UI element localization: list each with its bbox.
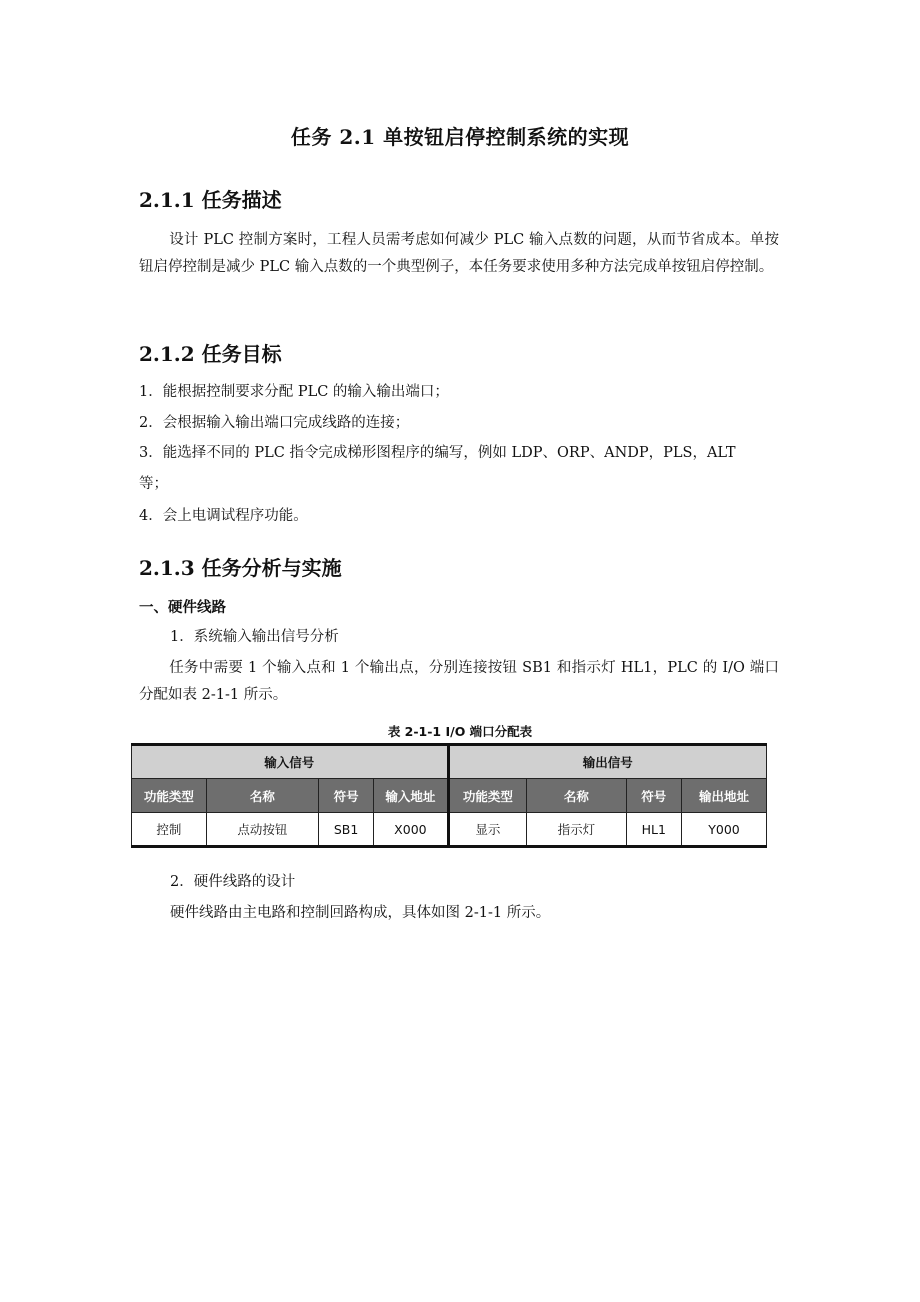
col-header-input-symbol: 符号: [318, 779, 373, 813]
step-io-signal-analysis: 1．系统输入输出信号分析: [170, 629, 339, 645]
cell-input-name: 点动按钮: [206, 813, 318, 847]
section-heading-task-analysis: 2.1.3 任务分析与实施: [139, 556, 342, 580]
step-hardware-design: 2．硬件线路的设计: [170, 874, 296, 890]
task-description-text: 设计 PLC 控制方案时，工程人员需考虑如何减少 PLC 输入点数的问题，从而节省成本。单按钮启停控制是减少 PLC 输入点数的一个典型例子，本任务要求使用多种方法完成单按钮启停控制。: [139, 232, 779, 275]
task-description-paragraph: [139, 227, 779, 281]
page-title: 任务 2.1 单按钮启停控制系统的实现: [290, 125, 630, 149]
goal-item-1: 1．能根据控制要求分配 PLC 的输入输出端口；: [139, 384, 449, 400]
goal-item-2: 2．会根据输入输出端口完成线路的连接；: [139, 415, 410, 431]
col-header-output-symbol: 符号: [626, 779, 681, 813]
col-header-input-type: 功能类型: [132, 779, 207, 813]
cell-input-symbol: SB1: [318, 813, 373, 847]
col-header-input-address: 输入地址: [374, 779, 448, 813]
goal-item-3: 3．能选择不同的 PLC 指令完成梯形图程序的编写，例如 LDP、ORP、ANDP，PLS，ALT: [139, 445, 736, 461]
table-caption: 表 2-1-1 I/O 端口分配表: [387, 724, 533, 739]
table-row: [132, 813, 767, 847]
cell-output-type: 显示: [448, 813, 527, 847]
col-header-output-address: 输出地址: [681, 779, 766, 813]
io-allocation-table: [131, 743, 767, 848]
cell-input-address: X000: [374, 813, 448, 847]
table-group-header-row: [132, 745, 767, 779]
subheading-hardware-circuit: 一、硬件线路: [139, 600, 226, 616]
section-heading-task-description: 2.1.1 任务描述: [139, 188, 282, 212]
cell-output-name: 指示灯: [527, 813, 626, 847]
goal-item-4: 4．会上电调试程序功能。: [139, 508, 308, 524]
col-header-output-name: 名称: [527, 779, 626, 813]
col-header-input-name: 名称: [206, 779, 318, 813]
cell-input-type: 控制: [132, 813, 207, 847]
cell-output-symbol: HL1: [626, 813, 681, 847]
table-column-header-row: [132, 779, 767, 813]
col-header-output-type: 功能类型: [448, 779, 527, 813]
io-analysis-text: 任务中需要 1 个输入点和 1 个输出点，分别连接按钮 SB1 和指示灯 HL1，PLC 的 I/O 端口分配如表 2-1-1 所示。: [139, 660, 779, 703]
io-analysis-paragraph: [139, 655, 779, 709]
group-header-output: 输出信号: [448, 745, 767, 779]
goal-item-3-continued: 等；: [139, 476, 168, 492]
group-header-input: 输入信号: [132, 745, 449, 779]
section-heading-task-goals: 2.1.2 任务目标: [139, 342, 282, 366]
hardware-design-text: 硬件线路由主电路和控制回路构成，具体如图 2-1-1 所示。: [170, 905, 551, 921]
cell-output-address: Y000: [681, 813, 766, 847]
